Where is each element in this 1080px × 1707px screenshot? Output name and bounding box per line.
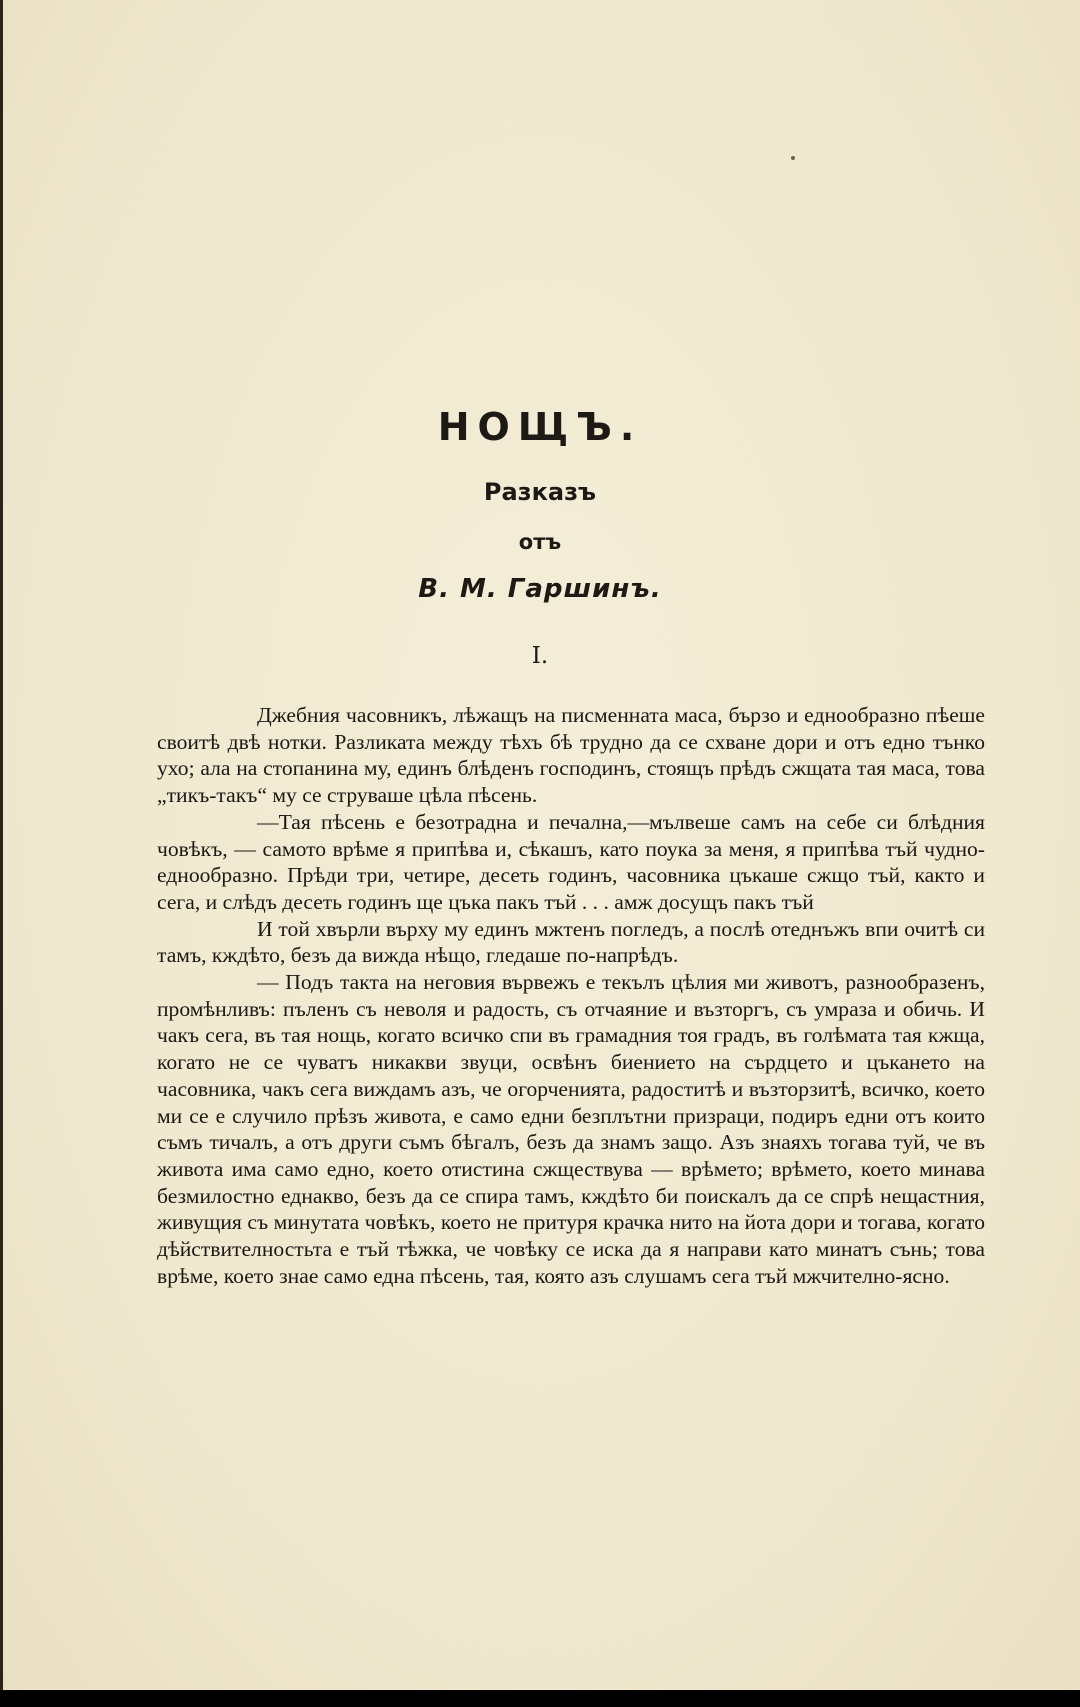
paragraph-2: —Тая пѣсень е безотрадна и печална,—мълвеше самъ на себе си блѣдния човѣкъ, — самото врѣме я припѣва и, сѣкашъ, като поука за меня, я припѣва тъй чудно-еднообразно. Прѣди три, четире, десеть годинъ, часовника цъкаше сжщо тъй, както и сега, и слѣдъ десеть годинъ ще цъка пакъ тъй . . . амж досущъ пакъ тъй — [157, 809, 985, 914]
author-preposition: отъ — [518, 530, 562, 554]
paragraph-1: Джебния часовникъ, лѣжащъ на писменната маса, бързо и еднообразно пѣеше своитѣ двѣ нотки. Разликата между тѣхъ бѣ трудно да се схване дори и отъ едно тънко ухо; ала на стопанина му, единъ блѣденъ господинъ, стоящъ прѣдъ сжщата тая маса, това „тикъ-такъ“ му се струваше цѣла пѣсень. — [157, 703, 985, 808]
chapter-number: I. — [531, 643, 549, 669]
scan-border — [0, 1690, 1080, 1707]
story-body — [157, 702, 985, 1289]
story-title: НОЩЪ. — [437, 405, 643, 449]
author-name: В. М. Гаршинъ. — [418, 574, 662, 604]
page-edge-shadow — [0, 0, 3, 1690]
paragraph-4: — Подъ такта на неговия вървежъ е текълъ цѣлия ми животъ, разнообразенъ, промѣнливъ: пъленъ съ неволя и радость, съ отчаяние и възторгъ, съ умраза и обичь. И чакъ сега, въ тая нощь, когато всичко спи въ грамадния тоя градъ, въ голѣмата тая кжща, когато не се чуватъ никакви звуци, освѣнъ биението на сърдцето и цъкането на часовника, чакъ сега виждамъ азъ, че огорченията, радоститѣ и възторзитѣ, всичко, което ми се е случило прѣзъ живота, е само едни безплътни призраци, подиръ едни отъ които съмъ тичалъ, а отъ други съмъ бѣгалъ, безъ да знамъ защо. Азъ знаяхъ тогава туй, че въ живота има само едно, което отистина сжществува — врѣмето; врѣмето, което минава безмилостно еднакво, безъ да се спира тамъ, кждѣто би поискалъ да се спрѣ нещастния, живущия съ минутата човѣкъ, което не притуря крачка нито на йота дори и тогава, когато дѣйствителностьта е тъй тѣжка, че човѣку се иска да я направи като минатъ сънь; това врѣме, което знае само една пѣсень, тая, която азъ слушамъ сега тъй мжчително-ясно. — [157, 970, 985, 1288]
story-subtitle: Разказъ — [483, 478, 597, 506]
paper-speck — [791, 156, 795, 160]
paragraph-3: И той хвърли върху му единъ мжтенъ погледъ, а послѣ отеднъжъ впи очитѣ си тамъ, кждѣто, безъ да вижда нѣщо, гледаше по-напрѣдъ. — [157, 916, 985, 968]
